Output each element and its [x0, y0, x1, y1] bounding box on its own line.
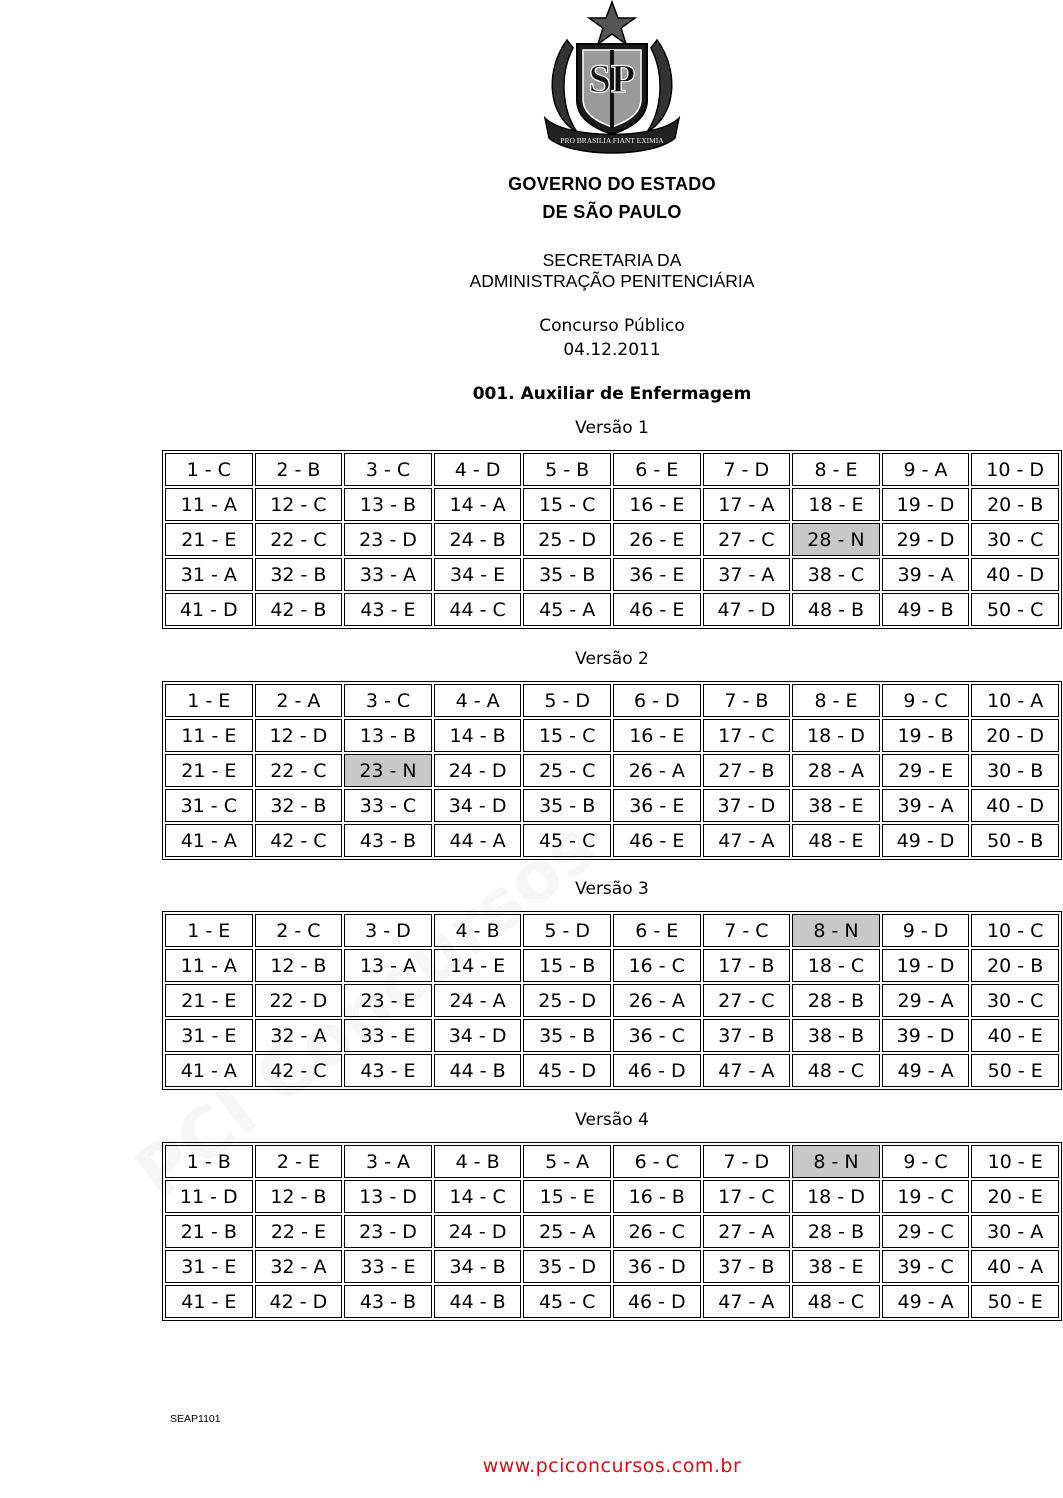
answer-cell: 13 - D [344, 1180, 432, 1213]
answer-cell: 3 - A [344, 1145, 432, 1178]
answer-cell: 23 - D [344, 1215, 432, 1248]
answer-cell: 39 - C [882, 1250, 970, 1283]
answer-cell: 41 - D [165, 593, 253, 626]
answer-cell: 40 - E [971, 1019, 1059, 1052]
answer-row [165, 453, 1059, 486]
answer-cell: 17 - B [703, 949, 791, 982]
answer-cell: 31 - A [165, 558, 253, 591]
answer-cell: 28 - N [792, 523, 880, 556]
answer-cell: 21 - E [165, 984, 253, 1017]
answer-cell: 49 - D [882, 824, 970, 857]
answer-table [162, 681, 1062, 860]
answer-row [165, 1285, 1059, 1318]
answer-cell: 6 - D [613, 684, 701, 717]
answer-cell: 43 - B [344, 1285, 432, 1318]
answer-cell: 31 - E [165, 1250, 253, 1283]
answer-cell: 15 - E [523, 1180, 611, 1213]
answer-cell: 43 - B [344, 824, 432, 857]
answer-row [165, 1215, 1059, 1248]
answer-cell: 42 - C [255, 1054, 343, 1087]
answer-cell: 1 - B [165, 1145, 253, 1178]
answer-table [162, 911, 1062, 1090]
answer-cell: 4 - B [434, 914, 522, 947]
answer-cell: 44 - B [434, 1054, 522, 1087]
answer-cell: 40 - D [971, 558, 1059, 591]
answer-cell: 41 - A [165, 824, 253, 857]
answer-cell: 26 - A [613, 984, 701, 1017]
answer-cell: 23 - D [344, 523, 432, 556]
answer-cell: 7 - B [703, 684, 791, 717]
answer-cell: 36 - C [613, 1019, 701, 1052]
answer-cell: 47 - A [703, 824, 791, 857]
answer-cell: 10 - C [971, 914, 1059, 947]
answer-cell: 18 - D [792, 1180, 880, 1213]
answer-cell: 12 - D [255, 719, 343, 752]
answer-cell: 39 - A [882, 558, 970, 591]
answer-cell: 1 - E [165, 914, 253, 947]
answer-cell: 5 - B [523, 453, 611, 486]
answer-cell: 24 - A [434, 984, 522, 1017]
version-title: Versão 4 [575, 1110, 649, 1130]
answer-cell: 38 - B [792, 1019, 880, 1052]
answer-cell: 10 - A [971, 684, 1059, 717]
answer-cell: 6 - C [613, 1145, 701, 1178]
answer-cell: 40 - A [971, 1250, 1059, 1283]
answer-table [162, 450, 1062, 629]
website-link[interactable]: www.pciconcursos.com.br [482, 1455, 742, 1477]
answer-cell: 38 - C [792, 558, 880, 591]
answer-cell: 49 - A [882, 1054, 970, 1087]
version-title: Versão 2 [575, 649, 649, 669]
document-code: SEAP1101 [170, 1413, 221, 1425]
answer-cell: 24 - D [434, 754, 522, 787]
answer-cell: 2 - B [255, 453, 343, 486]
answer-cell: 29 - C [882, 1215, 970, 1248]
answer-cell: 27 - C [703, 523, 791, 556]
answer-row [165, 1180, 1059, 1213]
answer-cell: 28 - B [792, 984, 880, 1017]
answer-cell: 8 - N [792, 914, 880, 947]
answer-row [165, 1054, 1059, 1087]
answer-cell: 29 - E [882, 754, 970, 787]
answer-cell: 16 - C [613, 949, 701, 982]
answer-cell: 50 - E [971, 1054, 1059, 1087]
answer-cell: 33 - A [344, 558, 432, 591]
answer-row [165, 1145, 1059, 1178]
answer-cell: 9 - D [882, 914, 970, 947]
answer-cell: 29 - A [882, 984, 970, 1017]
answer-cell: 12 - C [255, 488, 343, 521]
answer-cell: 21 - B [165, 1215, 253, 1248]
answer-cell: 13 - A [344, 949, 432, 982]
answer-cell: 31 - E [165, 1019, 253, 1052]
answer-cell: 36 - E [613, 558, 701, 591]
answer-cell: 30 - A [971, 1215, 1059, 1248]
answer-cell: 47 - D [703, 593, 791, 626]
answer-cell: 13 - B [344, 719, 432, 752]
answer-cell: 25 - C [523, 754, 611, 787]
answer-cell: 40 - D [971, 789, 1059, 822]
answer-cell: 48 - C [792, 1054, 880, 1087]
answer-cell: 28 - A [792, 754, 880, 787]
answer-cell: 24 - D [434, 1215, 522, 1248]
secretariat-line2: ADMINISTRAÇÃO PENITENCIÁRIA [469, 271, 755, 291]
answer-cell: 19 - C [882, 1180, 970, 1213]
answer-cell: 5 - D [523, 914, 611, 947]
answer-cell: 46 - D [613, 1285, 701, 1318]
answer-cell: 21 - E [165, 754, 253, 787]
answer-cell: 35 - D [523, 1250, 611, 1283]
answer-cell: 17 - C [703, 1180, 791, 1213]
answer-row [165, 684, 1059, 717]
answer-cell: 2 - A [255, 684, 343, 717]
answer-cell: 17 - C [703, 719, 791, 752]
version-title: Versão 3 [575, 879, 649, 899]
answer-cell: 33 - E [344, 1019, 432, 1052]
answer-cell: 26 - A [613, 754, 701, 787]
answer-cell: 34 - D [434, 789, 522, 822]
answer-cell: 17 - A [703, 488, 791, 521]
answer-cell: 35 - B [523, 1019, 611, 1052]
answer-cell: 41 - A [165, 1054, 253, 1087]
answer-row [165, 558, 1059, 591]
answer-cell: 46 - E [613, 593, 701, 626]
state-seal [537, 0, 687, 165]
answer-cell: 26 - E [613, 523, 701, 556]
answer-row [165, 593, 1059, 626]
answer-cell: 22 - E [255, 1215, 343, 1248]
answer-cell: 50 - E [971, 1285, 1059, 1318]
answer-cell: 36 - E [613, 789, 701, 822]
answer-cell: 2 - E [255, 1145, 343, 1178]
answer-cell: 37 - B [703, 1019, 791, 1052]
secretariat-line1: SECRETARIA DA [542, 250, 682, 270]
seal-motto: PRO BRASILIA FIANT EXIMIA [560, 136, 664, 145]
answer-cell: 15 - C [523, 488, 611, 521]
answer-cell: 30 - B [971, 754, 1059, 787]
answer-cell: 43 - E [344, 1054, 432, 1087]
answer-cell: 6 - E [613, 914, 701, 947]
answer-cell: 18 - E [792, 488, 880, 521]
answer-cell: 16 - E [613, 719, 701, 752]
answer-cell: 45 - D [523, 1054, 611, 1087]
answer-cell: 20 - E [971, 1180, 1059, 1213]
answer-cell: 11 - E [165, 719, 253, 752]
answer-cell: 34 - E [434, 558, 522, 591]
answer-cell: 45 - A [523, 593, 611, 626]
answer-cell: 24 - B [434, 523, 522, 556]
answer-cell: 3 - D [344, 914, 432, 947]
answer-cell: 1 - E [165, 684, 253, 717]
answer-cell: 13 - B [344, 488, 432, 521]
answer-cell: 44 - B [434, 1285, 522, 1318]
seal-initials: SP [588, 56, 636, 101]
answer-cell: 28 - B [792, 1215, 880, 1248]
answer-cell: 10 - E [971, 1145, 1059, 1178]
answer-cell: 32 - B [255, 558, 343, 591]
answer-cell: 25 - D [523, 984, 611, 1017]
answer-row [165, 523, 1059, 556]
answer-cell: 32 - A [255, 1250, 343, 1283]
answer-row [165, 754, 1059, 787]
answer-row [165, 824, 1059, 857]
answer-cell: 29 - D [882, 523, 970, 556]
government-title-line2: DE SÃO PAULO [542, 202, 682, 222]
answer-cell: 32 - A [255, 1019, 343, 1052]
answer-cell: 8 - N [792, 1145, 880, 1178]
answer-cell: 4 - D [434, 453, 522, 486]
answer-cell: 14 - B [434, 719, 522, 752]
answer-cell: 49 - A [882, 1285, 970, 1318]
answer-cell: 18 - D [792, 719, 880, 752]
answer-cell: 4 - B [434, 1145, 522, 1178]
answer-cell: 10 - D [971, 453, 1059, 486]
answer-cell: 5 - D [523, 684, 611, 717]
answer-cell: 8 - E [792, 684, 880, 717]
answer-cell: 37 - A [703, 558, 791, 591]
answer-cell: 42 - D [255, 1285, 343, 1318]
answer-cell: 19 - D [882, 488, 970, 521]
answer-cell: 27 - A [703, 1215, 791, 1248]
answer-cell: 36 - D [613, 1250, 701, 1283]
answer-cell: 27 - B [703, 754, 791, 787]
answer-cell: 1 - C [165, 453, 253, 486]
answer-row [165, 949, 1059, 982]
answer-cell: 46 - E [613, 824, 701, 857]
answer-cell: 3 - C [344, 453, 432, 486]
answer-cell: 45 - C [523, 1285, 611, 1318]
answer-row [165, 488, 1059, 521]
position-title: 001. Auxiliar de Enfermagem [472, 384, 752, 404]
answer-cell: 37 - D [703, 789, 791, 822]
answer-cell: 50 - C [971, 593, 1059, 626]
answer-cell: 14 - C [434, 1180, 522, 1213]
answer-cell: 19 - B [882, 719, 970, 752]
answer-cell: 48 - E [792, 824, 880, 857]
answer-row [165, 1019, 1059, 1052]
answer-cell: 30 - C [971, 984, 1059, 1017]
answer-cell: 42 - B [255, 593, 343, 626]
answer-cell: 44 - A [434, 824, 522, 857]
answer-cell: 22 - C [255, 754, 343, 787]
answer-cell: 11 - A [165, 488, 253, 521]
answer-cell: 9 - A [882, 453, 970, 486]
answer-row [165, 719, 1059, 752]
answer-row [165, 789, 1059, 822]
answer-cell: 4 - A [434, 684, 522, 717]
answer-cell: 37 - B [703, 1250, 791, 1283]
answer-cell: 48 - C [792, 1285, 880, 1318]
answer-cell: 22 - D [255, 984, 343, 1017]
answer-cell: 3 - C [344, 684, 432, 717]
answer-cell: 32 - B [255, 789, 343, 822]
answer-cell: 20 - B [971, 488, 1059, 521]
answer-cell: 30 - C [971, 523, 1059, 556]
answer-cell: 35 - B [523, 789, 611, 822]
answer-cell: 38 - E [792, 1250, 880, 1283]
answer-cell: 47 - A [703, 1285, 791, 1318]
answer-cell: 39 - D [882, 1019, 970, 1052]
answer-cell: 50 - B [971, 824, 1059, 857]
answer-cell: 44 - C [434, 593, 522, 626]
answer-cell: 48 - B [792, 593, 880, 626]
answer-cell: 23 - E [344, 984, 432, 1017]
answer-cell: 12 - B [255, 1180, 343, 1213]
answer-table [162, 1142, 1062, 1321]
answer-cell: 21 - E [165, 523, 253, 556]
answer-cell: 34 - B [434, 1250, 522, 1283]
answer-cell: 7 - D [703, 1145, 791, 1178]
answer-cell: 41 - E [165, 1285, 253, 1318]
answer-cell: 25 - A [523, 1215, 611, 1248]
answer-cell: 14 - E [434, 949, 522, 982]
answer-cell: 16 - E [613, 488, 701, 521]
answer-cell: 46 - D [613, 1054, 701, 1087]
answer-cell: 31 - C [165, 789, 253, 822]
answer-cell: 20 - D [971, 719, 1059, 752]
seal-star-icon [589, 2, 635, 44]
answer-cell: 39 - A [882, 789, 970, 822]
answer-cell: 11 - A [165, 949, 253, 982]
answer-cell: 12 - B [255, 949, 343, 982]
answer-cell: 9 - C [882, 684, 970, 717]
answer-cell: 20 - B [971, 949, 1059, 982]
answer-cell: 14 - A [434, 488, 522, 521]
answer-cell: 11 - D [165, 1180, 253, 1213]
answer-cell: 47 - A [703, 1054, 791, 1087]
answer-cell: 33 - E [344, 1250, 432, 1283]
answer-cell: 23 - N [344, 754, 432, 787]
answer-row [165, 914, 1059, 947]
answer-cell: 25 - D [523, 523, 611, 556]
answer-cell: 45 - C [523, 824, 611, 857]
answer-cell: 35 - B [523, 558, 611, 591]
answer-cell: 6 - E [613, 453, 701, 486]
answer-cell: 42 - C [255, 824, 343, 857]
answer-cell: 7 - D [703, 453, 791, 486]
answer-cell: 15 - B [523, 949, 611, 982]
answer-cell: 49 - B [882, 593, 970, 626]
answer-cell: 27 - C [703, 984, 791, 1017]
answer-row [165, 984, 1059, 1017]
answer-cell: 9 - C [882, 1145, 970, 1178]
seal-laurel-right-icon [647, 40, 672, 132]
answer-cell: 22 - C [255, 523, 343, 556]
answer-cell: 2 - C [255, 914, 343, 947]
answer-cell: 5 - A [523, 1145, 611, 1178]
version-title: Versão 1 [575, 418, 649, 438]
answer-cell: 33 - C [344, 789, 432, 822]
exam-date: 04.12.2011 [563, 340, 661, 360]
answer-cell: 34 - D [434, 1019, 522, 1052]
answer-cell: 7 - C [703, 914, 791, 947]
answer-cell: 8 - E [792, 453, 880, 486]
answer-row [165, 1250, 1059, 1283]
answer-cell: 38 - E [792, 789, 880, 822]
answer-cell: 18 - C [792, 949, 880, 982]
answer-cell: 26 - C [613, 1215, 701, 1248]
answer-cell: 15 - C [523, 719, 611, 752]
answer-cell: 19 - D [882, 949, 970, 982]
seal-laurel-left-icon [552, 40, 577, 132]
answer-cell: 16 - B [613, 1180, 701, 1213]
exam-type: Concurso Público [539, 316, 685, 336]
government-title-line1: GOVERNO DO ESTADO [508, 174, 716, 194]
answer-cell: 43 - E [344, 593, 432, 626]
